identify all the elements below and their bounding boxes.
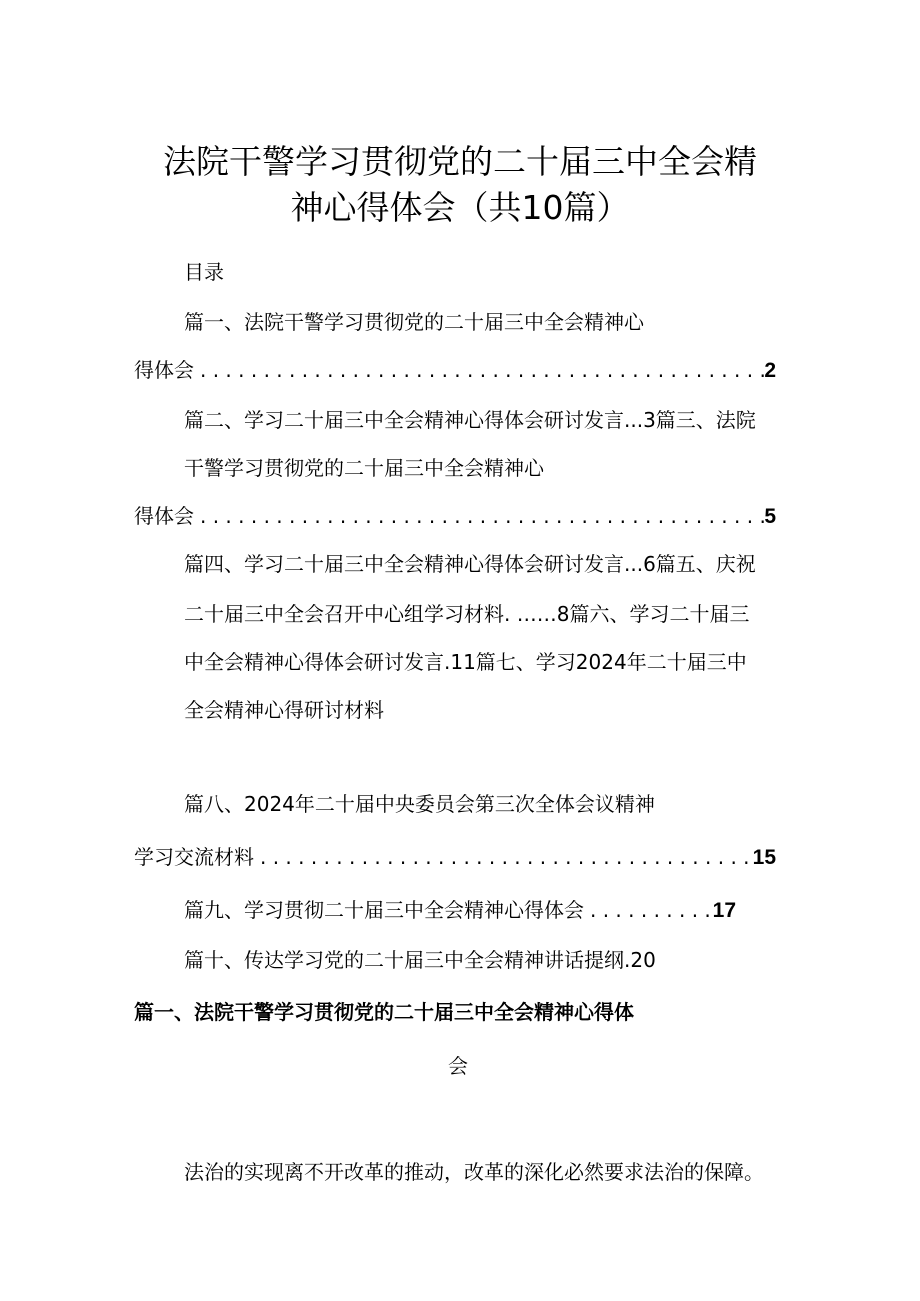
toc-entry-3-line-4: 全会精神心得研讨材料: [184, 698, 384, 722]
toc-entry-5-page: 17: [712, 899, 736, 922]
section-heading-line-1: 篇一、法院干警学习贯彻党的二十届三中全会精神心得体: [134, 1000, 634, 1024]
toc-entry-1-page: 2: [764, 359, 776, 382]
toc-heading: 目录: [184, 260, 224, 284]
toc-entry-4-page: 15: [752, 846, 776, 869]
toc-entry-2-line-2: 干警学习贯彻党的二十届三中全会精神心: [184, 456, 544, 480]
toc-dot-leader: [194, 356, 764, 384]
section-heading-line-2: 会: [448, 1054, 468, 1078]
toc-entry-4-line-1: 篇八、2024年二十届中央委员会第三次全体会议精神: [184, 792, 655, 816]
document-title-line-2: 神心得体会（共10篇）: [290, 188, 630, 227]
toc-entry-4-line-2: 学习交流材料: [134, 845, 254, 869]
toc-entry-5-row[interactable]: [184, 896, 736, 925]
section-paragraph-1: 法治的实现离不开改革的推动，改革的深化必然要求法治的保障。: [184, 1160, 764, 1184]
toc-entry-2-line-1: 篇二、学习二十届三中全会精神心得体会研讨发言...3篇三、法院: [184, 408, 756, 432]
toc-dot-leader: [584, 896, 713, 924]
toc-entry-5-text: 篇九、学习贯彻二十届三中全会精神心得体会: [184, 898, 584, 922]
toc-entry-1-line-2: 得体会: [134, 358, 194, 382]
toc-entry-2-row[interactable]: [134, 502, 776, 531]
toc-entry-3-line-3: 中全会精神心得体会研讨发言.11篇七、学习2024年二十届三中: [184, 650, 747, 674]
toc-entry-2-line-3: 得体会: [134, 504, 194, 528]
toc-dot-leader: [254, 843, 753, 871]
toc-entry-1-row[interactable]: [134, 356, 776, 385]
toc-entry-6-text: 篇十、传达学习党的二十届三中全会精神讲话提纲.20: [184, 948, 656, 972]
toc-dot-leader: [194, 502, 764, 530]
toc-entry-3-line-2: 二十届三中全会召开中心组学习材料. ……8篇六、学习二十届三: [184, 602, 750, 626]
toc-entry-1-line-1: 篇一、法院干警学习贯彻党的二十届三中全会精神心: [184, 310, 644, 334]
document-title-line-1: 法院干警学习贯彻党的二十届三中全会精: [163, 142, 757, 181]
toc-entry-2-page: 5: [764, 505, 776, 528]
toc-entry-3-line-1: 篇四、学习二十届三中全会精神心得体会研讨发言...6篇五、庆祝: [184, 552, 756, 576]
toc-entry-4-row[interactable]: [134, 843, 776, 872]
